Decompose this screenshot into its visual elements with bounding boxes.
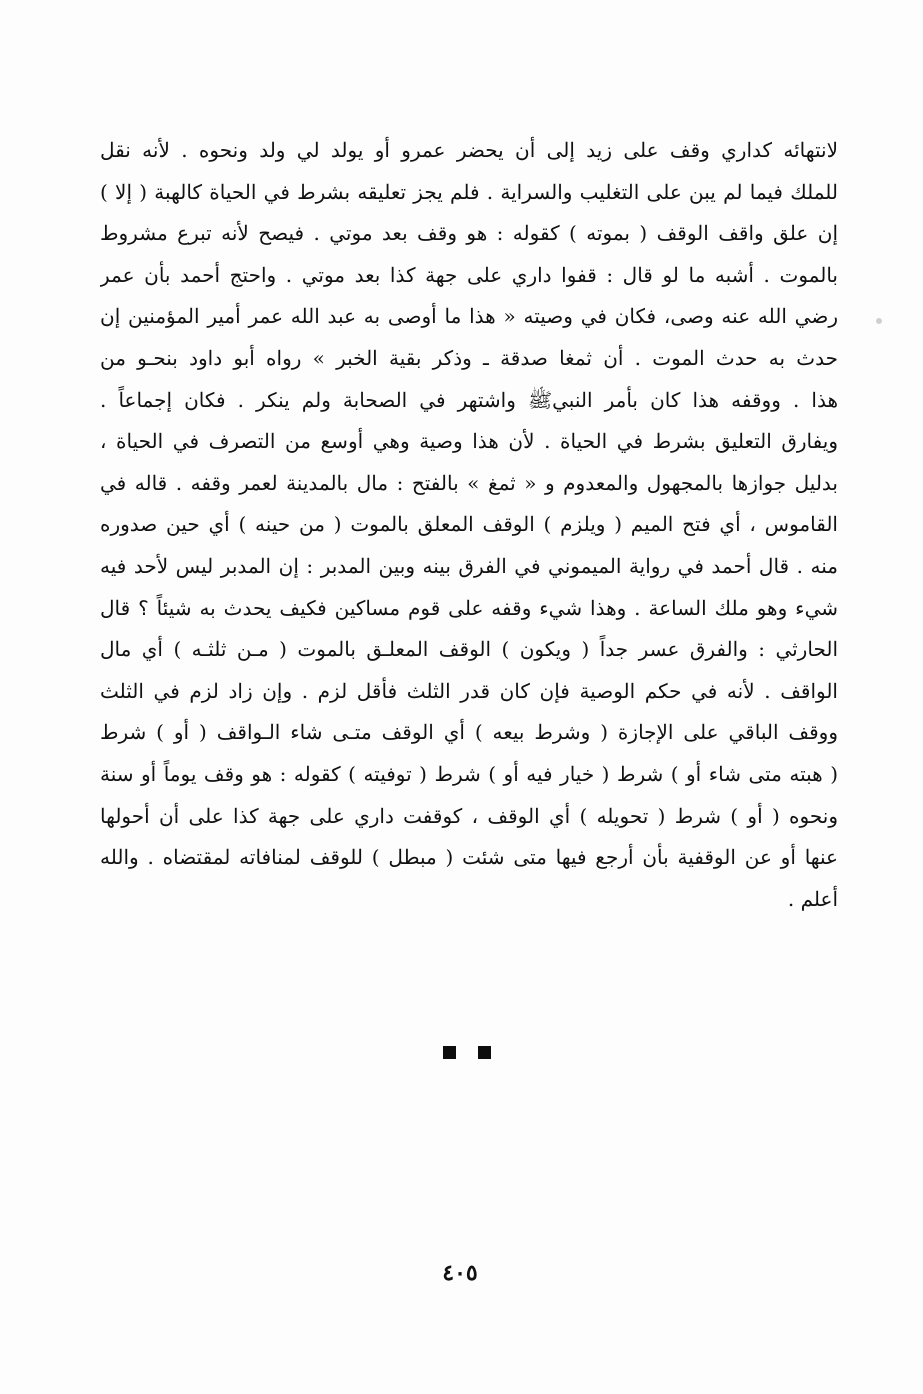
text-line: الحارثي : والفرق عسر جداً ( ويكون ) الوقف المعلـق بالموت ( مـن ثلثـه ) أي مال — [100, 637, 838, 662]
text-line: لانتهائه كداري وقف على زيد إلى أن يحضر عمرو أو يولد لي ولد ونحوه . لأنه نقل — [100, 138, 838, 162]
text-line: حدث به حدث الموت . أن ثمغا صدقة ـ وذكر بقية الخبر » رواه أبو داود بنحـو من — [100, 345, 838, 370]
text-line-last: أعلم . — [787, 886, 838, 911]
text-line: ويفارق التعليق بشرط في الحياة . لأن هذا وصية وهي أوسع من التصرف في الحياة ، — [100, 429, 838, 454]
text-line: رضي الله عنه وصى، فكان في وصيته « هذا ما أوصى به عبد الله عمر أمير المؤمنين إن — [100, 304, 838, 329]
text-line: منه . قال أحمد في رواية الميموني في الفرق بينه وبين المدبر : إن المدبر ليس لأحد فيه — [100, 553, 838, 578]
square-ornament-icon — [478, 1046, 491, 1059]
text-line: ( هبته متى شاء أو ) شرط ( خيار فيه أو ) شرط ( توفيته ) كقوله : هو وقف يوماً أو سنة — [100, 761, 838, 786]
text-line: عنها أو عن الوقفية بأن أرجع فيها متى شئت ( مبطل ) للوقف لمنافاته لمقتضاه . والله — [100, 845, 838, 870]
text-line: هذا . ووقفه هذا كان بأمر النبيﷺ واشتهر في الصحابة ولم ينكر . فكان إجماعاً . — [100, 387, 838, 412]
text-line: القاموس ، أي فتح الميم ( ويلزم ) الوقف المعلق بالموت ( من حينه ) أي حين صدوره — [100, 512, 838, 537]
text-line: ووقف الباقي على الإجازة ( وشرط بيعه ) أي الوقف متـى شاء الـواقف ( أو ) شرط — [100, 720, 838, 745]
text-line: الواقف . لأنه في حكم الوصية فإن كان قدر الثلث فأقل لزم . وإن زاد لزم في الثلث — [100, 678, 838, 703]
text-line: للملك فيما لم يبن على التغليب والسراية . فلم يجز تعليقه بشرط في الحياة كالهبة ( إلا ) — [100, 179, 838, 204]
scan-speck — [876, 318, 882, 324]
square-ornament-icon — [443, 1046, 456, 1059]
section-separator — [443, 1046, 491, 1060]
text-line: شيء وهو ملك الساعة . وهذا شيء وقفه على قوم مساكين فكيف يحدث به شيئاً ؟ قال — [100, 595, 838, 620]
text-line: بدليل جوازها بالمجهول والمعدوم و « ثمغ » بالفتح : مال بالمدينة لعمر وقفه . قاله في — [100, 470, 838, 495]
text-line: ونحوه ( أو ) شرط ( تحويله ) أي الوقف ، كوقفت داري على جهة كذا على أن أحولها — [100, 803, 838, 828]
text-line: بالموت . أشبه ما لو قال : قفوا داري على جهة كذا بعد موتي . واحتج أحمد بأن عمر — [100, 262, 838, 287]
body-text — [100, 130, 838, 920]
page-number: ٤٠٥ — [442, 1260, 478, 1286]
text-line: إن علق واقف الوقف ( بموته ) كقوله : هو وقف بعد موتي . فيصح لأنه تبرع مشروط — [100, 221, 838, 246]
